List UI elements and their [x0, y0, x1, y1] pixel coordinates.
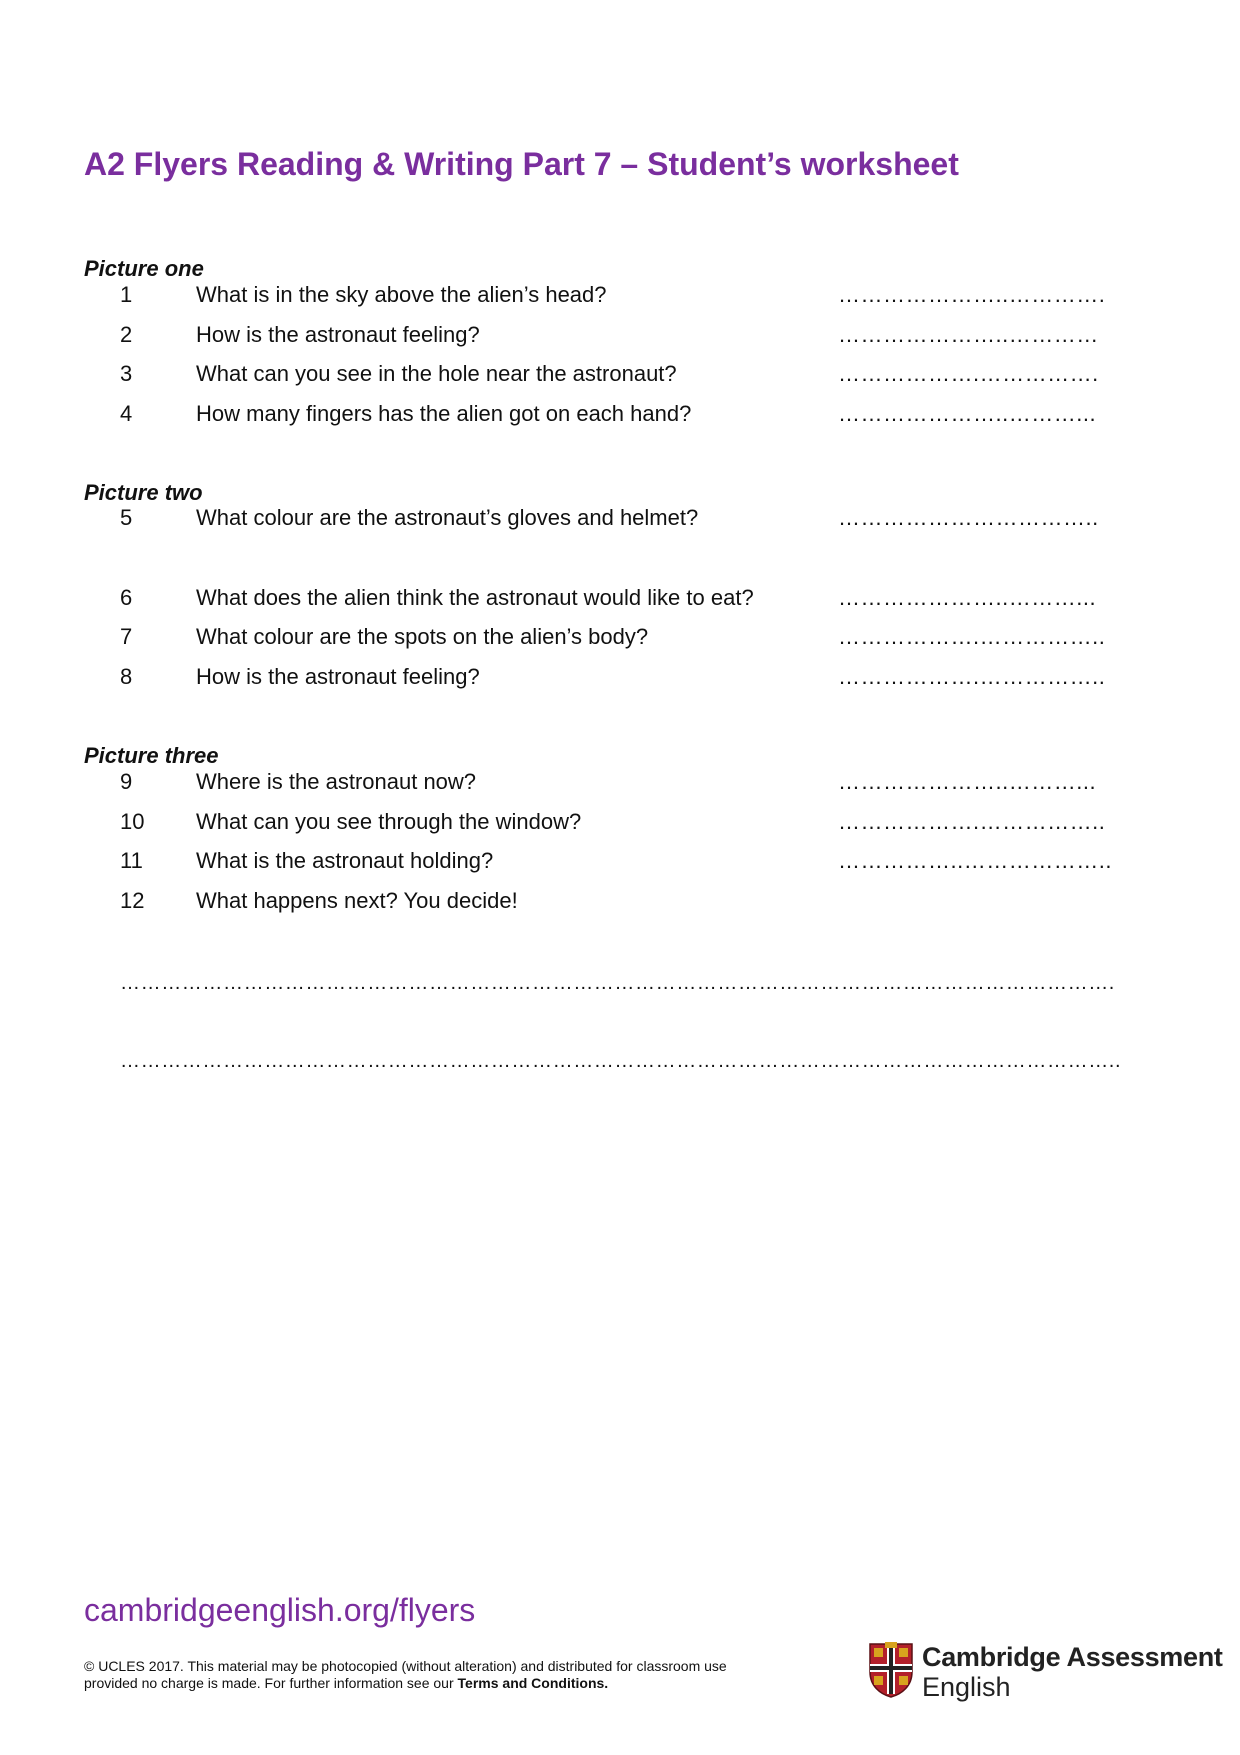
- logo-text-line-1: Cambridge Assessment: [922, 1642, 1223, 1672]
- answer-blank[interactable]: ……………….…………….: [838, 361, 1099, 386]
- copyright-text: © UCLES 2017. This material may be photocopied (without alteration) and distributed for classroom use provided no charge is made. For further information see our: [84, 1658, 727, 1691]
- answer-blank[interactable]: …………………..…………: [838, 322, 1099, 347]
- question-text: What colour are the spots on the alien’s body?: [196, 624, 649, 649]
- answer-blank[interactable]: …………………..………...: [838, 401, 1097, 426]
- question-text: How is the astronaut feeling?: [196, 664, 480, 689]
- answer-blank[interactable]: ……………..………………..: [838, 848, 1112, 873]
- question-text: How many fingers has the alien got on each hand?: [196, 401, 692, 426]
- question-text: What can you see in the hole near the astronaut?: [196, 361, 677, 386]
- answer-blank[interactable]: ……………….……………..: [838, 809, 1106, 834]
- question-row: [0, 848, 1240, 880]
- question-row: [0, 888, 1240, 920]
- question-row: [0, 282, 1240, 314]
- question-number: 3: [120, 361, 133, 386]
- question-number: 2: [120, 322, 133, 347]
- question-row: [0, 624, 1240, 656]
- answer-blank[interactable]: …………………..………...: [838, 769, 1097, 794]
- question-number: 10: [120, 809, 145, 834]
- answer-blank[interactable]: ……………….……………..: [838, 624, 1106, 649]
- terms-and-conditions-link[interactable]: Terms and Conditions.: [457, 1675, 609, 1691]
- cambridge-assessment-logo: [868, 1642, 1223, 1702]
- cambridge-shield-icon: [868, 1642, 914, 1698]
- question-text: Where is the astronaut now?: [196, 769, 477, 794]
- question-text: What happens next? You decide!: [196, 888, 518, 913]
- question-number: 7: [120, 624, 133, 649]
- section-heading-picture-two: Picture two: [84, 480, 203, 505]
- question-text: What is the astronaut holding?: [196, 848, 494, 873]
- question-number: 6: [120, 585, 133, 610]
- answer-blank[interactable]: ……………….……………..: [838, 664, 1106, 689]
- answer-blank[interactable]: ……………………………..: [838, 505, 1099, 530]
- footer-url-link[interactable]: cambridgeenglish.org/flyers: [84, 1592, 476, 1628]
- question-row: [0, 585, 1240, 617]
- answer-blank[interactable]: …………………..………….: [838, 282, 1106, 307]
- question-number: 12: [120, 888, 145, 913]
- page-title: A2 Flyers Reading & Writing Part 7 – Student’s worksheet: [84, 146, 959, 182]
- question-number: 11: [120, 848, 143, 873]
- question-row: [0, 505, 1240, 537]
- question-row: [0, 664, 1240, 696]
- section-heading-picture-three: Picture three: [84, 743, 219, 768]
- logo-text-line-2: English: [922, 1672, 1011, 1702]
- question-text: How is the astronaut feeling?: [196, 322, 480, 347]
- question-number: 4: [120, 401, 133, 426]
- question-number: 8: [120, 664, 133, 689]
- question-row: [0, 809, 1240, 841]
- copyright-notice: [84, 1658, 764, 1692]
- question-row: [0, 322, 1240, 354]
- question-number: 5: [120, 505, 133, 530]
- section-heading-picture-one: Picture one: [84, 256, 204, 281]
- question-row: [0, 361, 1240, 393]
- question-text: What can you see through the window?: [196, 809, 582, 834]
- question-row: [0, 769, 1240, 801]
- open-answer-line-2[interactable]: ………………………………………………………………………………………………………………………………..: [120, 1050, 1122, 1072]
- question-text: What does the alien think the astronaut would like to eat?: [196, 585, 754, 610]
- open-answer-line-1[interactable]: ……………………………………………………………………………………………………………………………….: [120, 972, 1115, 994]
- question-row: [0, 401, 1240, 433]
- question-number: 9: [120, 769, 133, 794]
- question-number: 1: [120, 282, 133, 307]
- answer-blank[interactable]: …………………..………...: [838, 585, 1097, 610]
- question-text: What colour are the astronaut’s gloves and helmet?: [196, 505, 699, 530]
- question-text: What is in the sky above the alien’s head?: [196, 282, 607, 307]
